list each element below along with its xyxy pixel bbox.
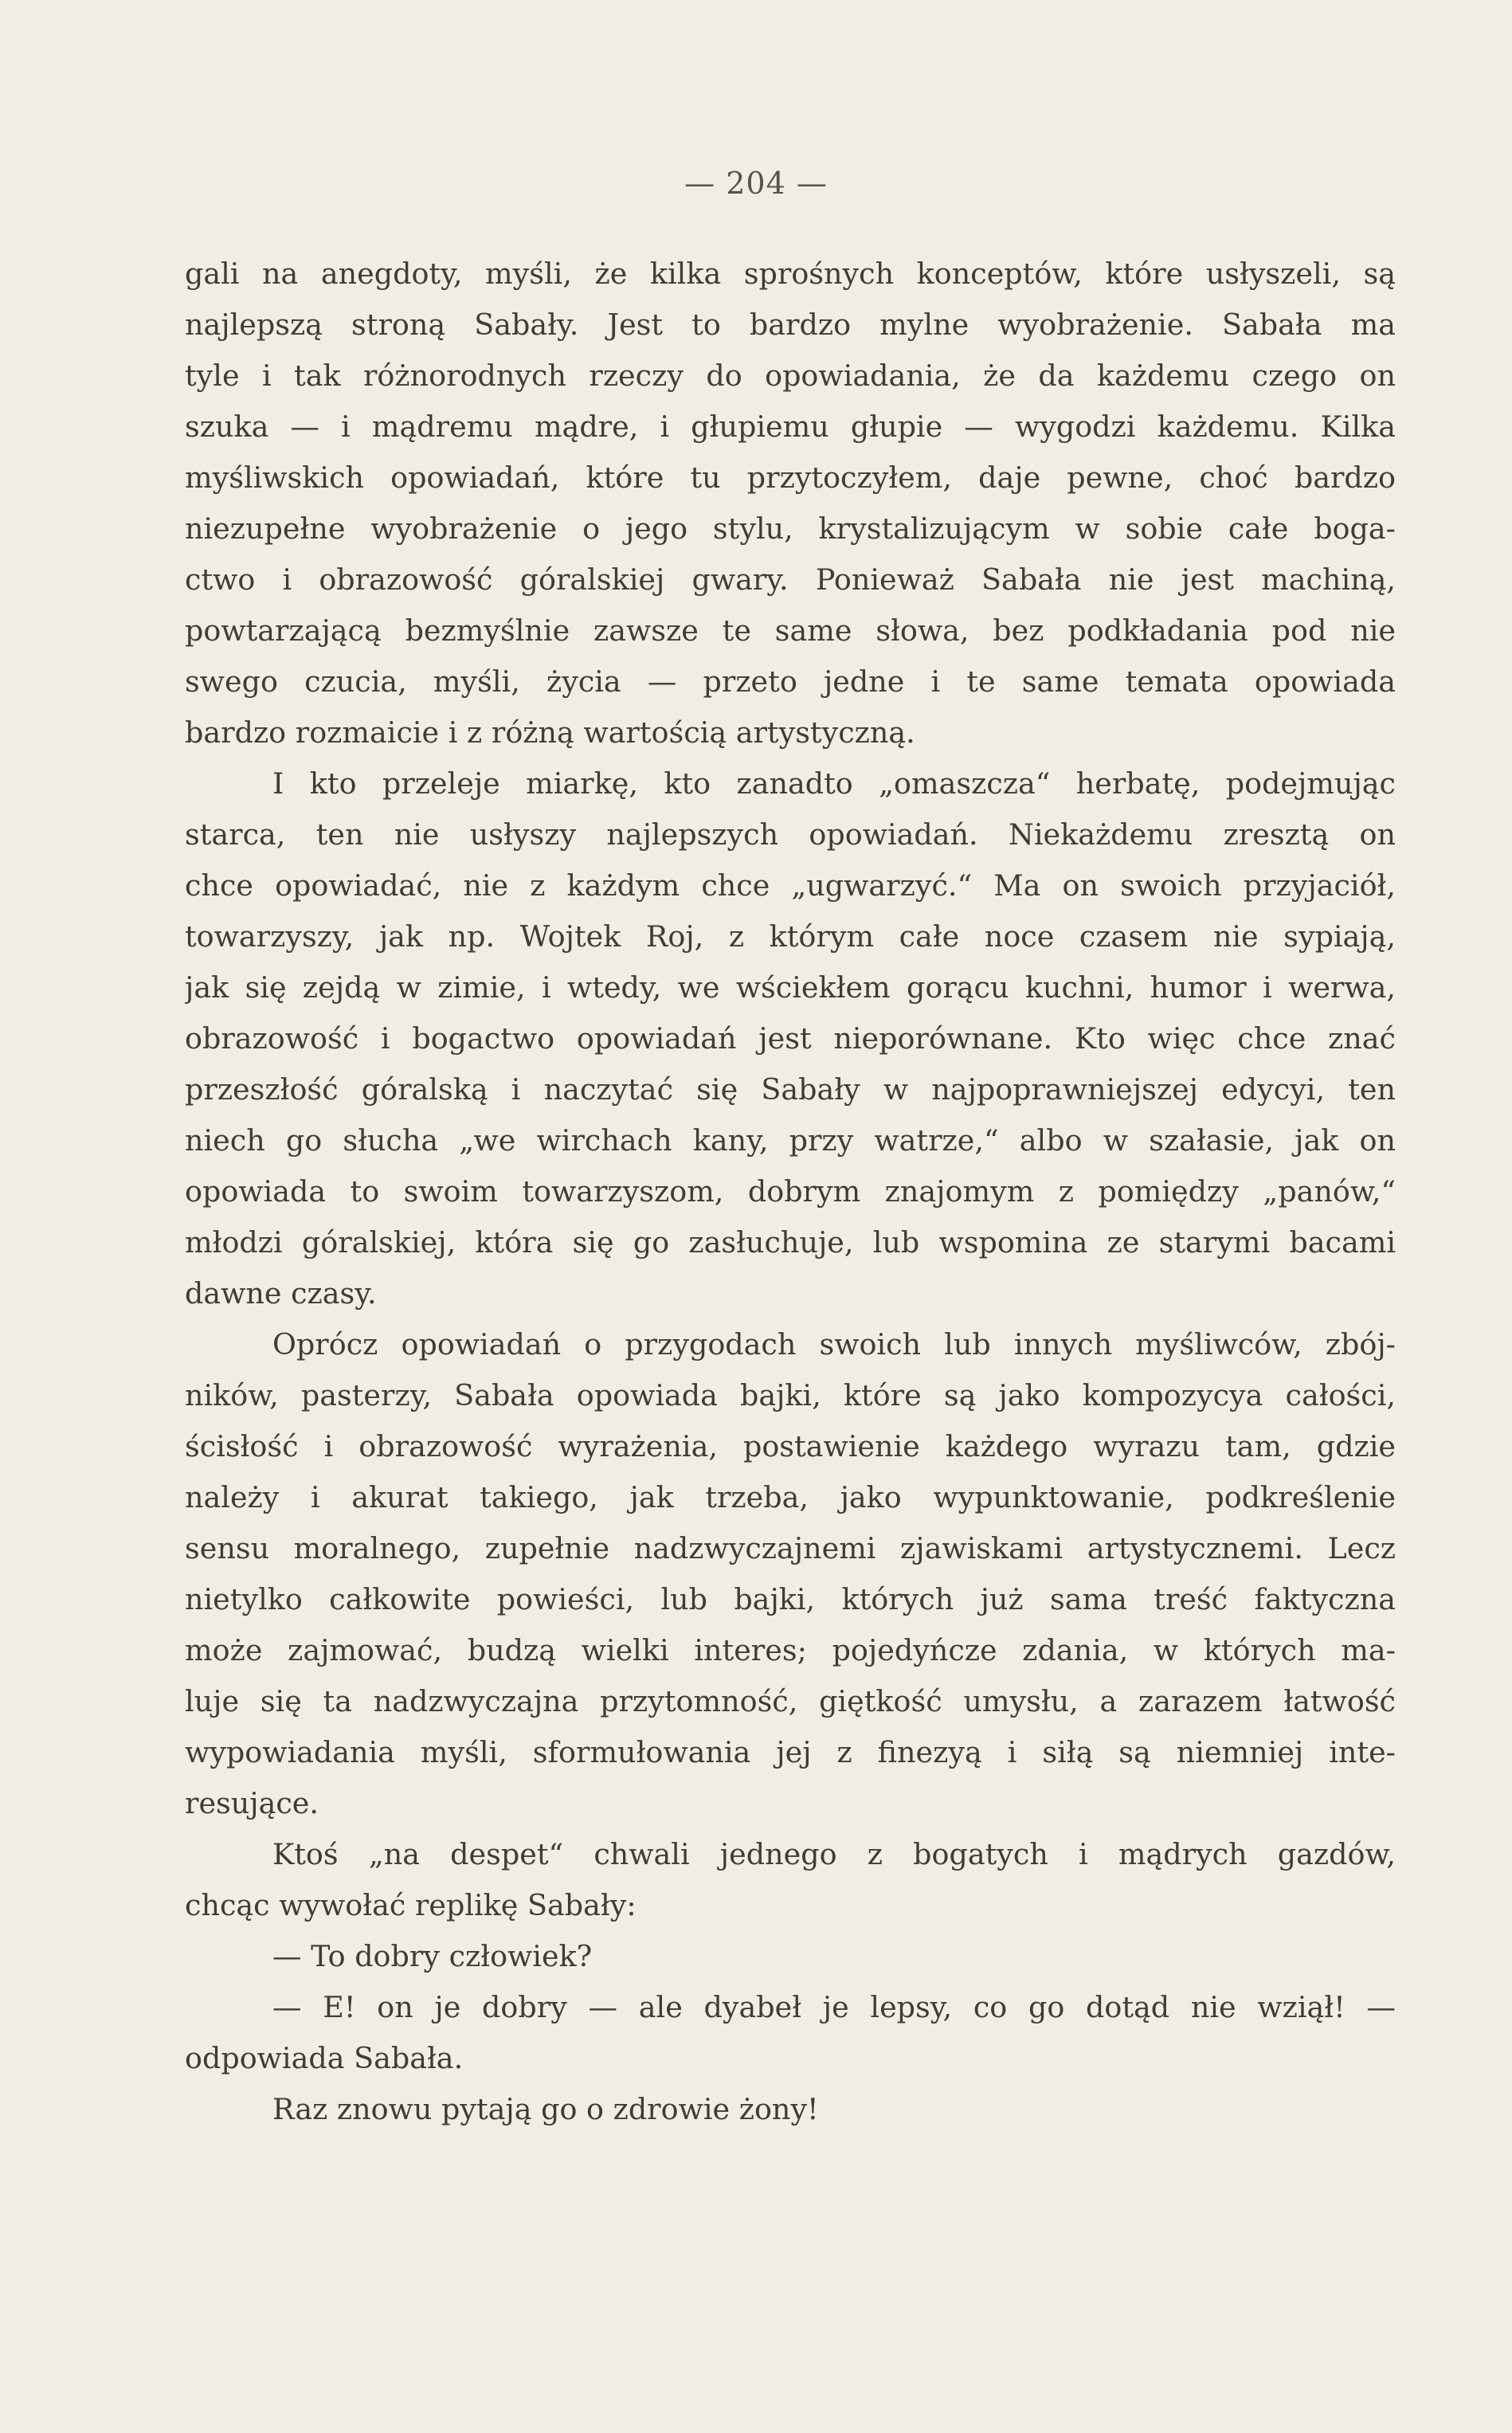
text-line: obrazowość i bogactwo opowiadań jest nieporównane. Kto więc chce znać [185, 1021, 1396, 1056]
text-line: należy i akurat takiego, jak trzeba, jako wypunktowanie, podkreślenie [185, 1480, 1396, 1514]
text-line: opowiada to swoim towarzyszom, dobrym znajomym z pomiędzy „panów,“ [185, 1174, 1396, 1209]
text-line: jak się zejdą w zimie, i wtedy, we wściekłem gorącu kuchni, humor i werwa, [185, 970, 1396, 1005]
text-line: wypowiadania myśli, sformułowania jej z finezyą i siłą są niemniej inte- [185, 1735, 1396, 1769]
text-line: niezupełne wyobrażenie o jego stylu, krystalizującym w sobie całe boga- [185, 511, 1396, 546]
text-line: sensu moralnego, zupełnie nadzwyczajnemi zjawiskami artystycznemi. Lecz [185, 1531, 1396, 1565]
text-line: powtarzającą bezmyślnie zawsze te same słowa, bez podkładania pod nie [185, 613, 1396, 648]
text-line: towarzyszy, jak np. Wojtek Roj, z którym całe noce czasem nie sypiają, [185, 919, 1396, 954]
page-number: — 204 — [684, 166, 828, 201]
text-line: chce opowiadać, nie z każdym chce „ugwarzyć.“ Ma on swoich przyjaciół, [185, 868, 1396, 903]
text-line: myśliwskich opowiadań, które tu przytoczyłem, daje pewne, choć bardzo [185, 460, 1396, 495]
text-line: resujące. [185, 1786, 319, 1820]
text-line: tyle i tak różnorodnych rzeczy do opowiadania, że da każdemu czego on [185, 358, 1396, 393]
text-line: przeszłość góralską i naczytać się Sabały w najpoprawniejszej edycyi, ten [185, 1072, 1396, 1107]
text-line: niech go słucha „we wirchach kany, przy watrze,“ albo w szałasie, jak on [185, 1123, 1396, 1158]
text-line: bardzo rozmaicie i z różną wartością artystyczną. [185, 715, 915, 750]
text-line: chcąc wywołać replikę Sabały: [185, 1888, 637, 1922]
text-line: Ktoś „na despet“ chwali jednego z bogatych i mądrych gazdów, [272, 1837, 1396, 1871]
text-line: swego czucia, myśli, życia — przeto jedne i te same temata opowiada [185, 664, 1396, 699]
text-line: młodzi góralskiej, która się go zasłuchuje, lub wspomina ze starymi bacami [185, 1225, 1396, 1260]
text-line: I kto przeleje miarkę, kto zanadto „omaszcza“ herbatę, podejmując [272, 766, 1396, 801]
text-line: szuka — i mądremu mądre, i głupiemu głupie — wygodzi każdemu. Kilka [185, 409, 1396, 444]
text-line: Oprócz opowiadań o przygodach swoich lub innych myśliwców, zbój- [272, 1327, 1396, 1361]
text-line: luje się ta nadzwyczajna przytomność, giętkość umysłu, a zarazem łatwość [185, 1684, 1396, 1718]
text-line: gali na anegdoty, myśli, że kilka sprośnych konceptów, które usłyszeli, są [185, 257, 1396, 291]
text-line: ników, pasterzy, Sabała opowiada bajki, które są jako kompozycya całości, [185, 1378, 1396, 1412]
text-line: ctwo i obrazowość góralskiej gwary. Ponieważ Sabała nie jest machiną, [185, 562, 1396, 597]
text-line: nietylko całkowite powieści, lub bajki, których już sama treść faktyczna [185, 1582, 1396, 1616]
text-line: najlepszą stroną Sabały. Jest to bardzo mylne wyobrażenie. Sabała ma [185, 308, 1396, 342]
text-line: — E! on je dobry — ale dyabeł je lepsy, co go dotąd nie wziął! — [272, 1990, 1396, 2024]
text-line: Raz znowu pytają go o zdrowie żony! [272, 2092, 819, 2126]
text-line: ścisłość i obrazowość wyrażenia, postawienie każdego wyrazu tam, gdzie [185, 1429, 1396, 1463]
text-line: odpowiada Sabała. [185, 2041, 464, 2075]
body-text [185, 249, 1396, 2135]
text-line: starca, ten nie usłyszy najlepszych opowiadań. Niekażdemu zresztą on [185, 817, 1396, 852]
text-line: może zajmować, budzą wielki interes; pojedyńcze zdania, w których ma- [185, 1633, 1396, 1667]
text-line: dawne czasy. [185, 1276, 377, 1311]
text-line: — To dobry człowiek? [272, 1939, 593, 1973]
